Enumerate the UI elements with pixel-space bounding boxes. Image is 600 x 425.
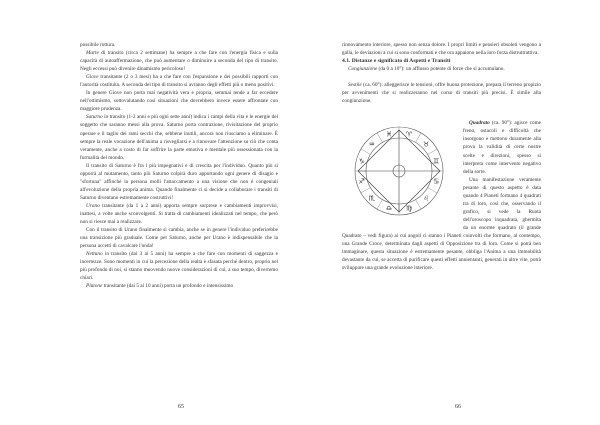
zodiac-divider [377, 200, 383, 210]
paragraph: possibile rottura. [80, 42, 116, 48]
right-column [342, 41, 541, 272]
zodiac-glyph: ♎ [385, 205, 393, 214]
zodiac-divider [416, 133, 422, 143]
zodiac-glyph: ♌ [423, 195, 430, 204]
zodiac-divider [428, 188, 438, 194]
zodiac-divider [416, 200, 422, 210]
paragraph: Con il transito di Urano finalmente si cambia, anche se in genere l'individuo preferirebbe una transizione più graduale. Come per Saturno, anche per Urano è indispensabile che la persona accetti di cavalcare l'onda! [80, 227, 278, 250]
paragraph: Una manifestazione veramente pesante di questo aspetto è data quando 4 Pianeti formano 4 quadrati tra di loro, così che, osservando il grafico, si vede la Ruota dell'oroscopo inquadrata, ghermita da un enorme quadrato (il grande Quadrato – vedi figura) ai cui angoli ci stanno i Pianeti coinvolti che formano, al contempo, una Grande Croce, determinata dagli aspetti di Opposizione tra di loro. Come si potrà ben immaginare, questa situazione è estremamente pesante, obbliga l'Anima a una immobilità devastante da cui, se accetta di purificare questi effetti annientanti, generati in altre vite, potrà sviluppare una grande evoluzione interiore. [342, 176, 541, 272]
zodiac-glyph: ♏ [368, 195, 375, 204]
paragraph: In genere Giove non porta mai negatività vera e propria, semmai tende a far eccedere nell'ottimismo, sottovalutando così situazioni che dovrebbero invece essere affrontate con maggiore prudenza. [80, 90, 278, 113]
paragraph-sestile: Sestile (ca. 60°): alleggerisce le tensioni, offre buona protezione, prepara il terreno propizio per avvenimenti che si realizzeranno nel corso di transiti più precisi. È simile alla congiunzione. [342, 82, 541, 105]
left-column [80, 41, 278, 290]
zodiac-divider [361, 188, 371, 194]
paragraph-continuation: rinnovamento interiore, spesso non senza dolore. I propri limiti e pensieri obsoleti vengono a galla, le deviazioni a cui si sono conformati e che ora appaiono nella loro forza distruttrattiva. [342, 42, 541, 57]
paragraph-quadrato: Quadrato (ca. 90°): agisce come freno, ostacoli e difficoltà che insorgono e mettono duramente alla prova la validità di certe nostre scelte e direzioni, spesso si interpreta come intervento negativo della sorte. [463, 120, 541, 175]
paragraph-giove: Giove transitante (2 o 3 mesi) ha a che fare con l'espansione e dei possibili rapporti con l'autorità costituita. A seconda del tipo di transito si avranno degli effetti più o meno positivi. [80, 74, 278, 89]
zodiac-glyph: ♐ [358, 177, 365, 186]
page-number: 66 [455, 404, 461, 410]
paragraph-nettuno: Nettuno in transito (dai 3 ai 5 anni) ha sempre a che fare con momenti di saggezza e incertezze. Sono momenti in cui la percezione della realtà è sfasata perché dentro, proprio nel più profondo di noi, si stanno muovendo nuove considerazioni di cui, a suo tempo, diverremo chiari. [80, 251, 278, 282]
paragraph: Il transito di Saturno è fra i più impegnativi e di crescita per l'individuo. Quanto più si opporrà al mutamento, tanto più Saturno colpirà duro apportando ogni genere di disagio e "sfortuna" affinché la persona molli l'attaccamento a una visione che non è congeniali all'evoluzione della propria anima. Quando finalmente ci si decide a collaborare i transiti di Saturno diventano estremamente costruttivi! [80, 162, 278, 201]
zodiac-glyph: ♊ [433, 157, 440, 166]
paragraph-congiunzione: Congiunzione (da 0 a 10°): un afflusso potente di forze che si accumulano. [348, 66, 505, 73]
zodiac-glyph: ♋ [433, 177, 440, 186]
zodiac-divider [361, 149, 371, 155]
zodiac-glyph: ♓ [385, 130, 393, 139]
section-heading: 4.1. Distanze e significato di Aspetti e Transiti [342, 58, 451, 65]
paragraph-saturno: Saturno in transito (1-2 anni e più ogni sette anni) indica i campi della vita e le energie del soggetto che saranno messi alla prova. Saturno porta contrazione, rivisitazione del proprio operare e il taglio dei rami secchi che, sebbene inutili, ancora non riusciamo a eliminare. È sempre la reale vocazione dell'anima a risvegliarsi e a rinnovare l'attenzione su ciò che conta veramente, anche a costo di far soffrire la parte emotiva e mentale più ossessionata con la formalità del mondo. [80, 114, 278, 161]
right-page [300, 0, 600, 425]
paragraph-marte: Marte di transito (circa 2 settimane) ha sempre a che fare con l'energia fisica e sulla capacità di autoaffermazione, che può aumentare o diminuire a seconda del tipo di transito. Negli eccessi può divenire dinamismo pericoloso! [80, 50, 278, 73]
zodiac-divider [428, 149, 438, 155]
zodiac-glyph: ♈ [405, 130, 413, 139]
zodiac-glyph: ♉ [423, 140, 430, 149]
horoscope-wheel [342, 115, 457, 225]
grand-square-figure [342, 115, 457, 225]
paragraph-urano: Urano transitante (da 1 a 2 anni) apporta sempre sorprese e cambiamenti improvvisi, inattesi, a volte anche sconvolgenti. Si tratta di cambiamenti idealizzati nel tempo, che però non si riesce mai a realizzare. [80, 202, 278, 226]
zodiac-glyph: ♒ [368, 140, 375, 149]
page-number: 65 [178, 404, 184, 410]
zodiac-glyph: ♑ [358, 157, 365, 166]
paragraph-plutone: Plutone transitante (dai 5 ai 10 anni) porta un profondo e intensissimo [86, 283, 234, 290]
zodiac-glyph: ♍ [405, 205, 413, 214]
zodiac-divider [377, 133, 383, 143]
